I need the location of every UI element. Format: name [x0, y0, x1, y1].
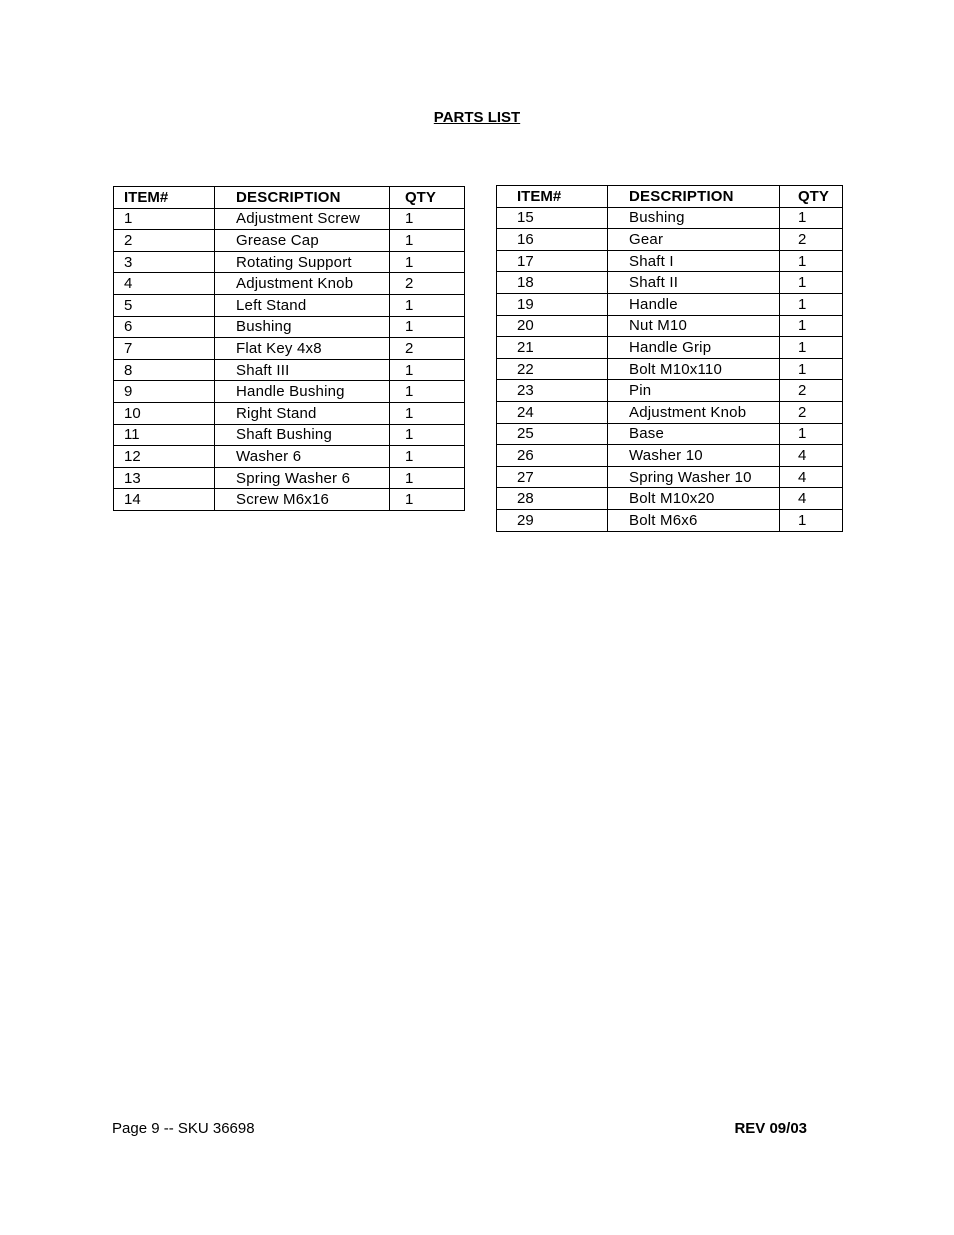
- item-cell: 29: [497, 509, 608, 531]
- item-cell: 22: [497, 358, 608, 380]
- table-header-row: [497, 186, 843, 208]
- qty-cell: 1: [390, 446, 465, 468]
- description-cell: Shaft I: [608, 250, 780, 272]
- qty-cell: 1: [390, 402, 465, 424]
- table-row: [114, 489, 465, 511]
- item-cell: 17: [497, 250, 608, 272]
- parts-table-right: [496, 185, 843, 532]
- description-cell: Flat Key 4x8: [215, 338, 390, 360]
- qty-cell: 4: [780, 466, 843, 488]
- item-cell: 10: [114, 402, 215, 424]
- description-cell: Left Stand: [215, 294, 390, 316]
- qty-cell: 1: [390, 208, 465, 230]
- table-row: [114, 294, 465, 316]
- qty-cell: 1: [390, 251, 465, 273]
- qty-cell: 1: [390, 359, 465, 381]
- description-cell: Handle Grip: [608, 337, 780, 359]
- description-cell: Shaft III: [215, 359, 390, 381]
- table-row: [497, 337, 843, 359]
- table-row: [114, 251, 465, 273]
- description-cell: Screw M6x16: [215, 489, 390, 511]
- table-row: [497, 229, 843, 251]
- qty-cell: 1: [390, 489, 465, 511]
- table-body: [114, 208, 465, 510]
- item-cell: 2: [114, 230, 215, 252]
- item-cell: 18: [497, 272, 608, 294]
- description-cell: Washer 6: [215, 446, 390, 468]
- item-cell: 9: [114, 381, 215, 403]
- description-cell: Pin: [608, 380, 780, 402]
- table-row: [497, 207, 843, 229]
- description-cell: Bolt M10x20: [608, 488, 780, 510]
- qty-cell: 1: [390, 316, 465, 338]
- item-cell: 1: [114, 208, 215, 230]
- description-cell: Bolt M10x110: [608, 358, 780, 380]
- description-cell: Washer 10: [608, 445, 780, 467]
- table-row: [114, 208, 465, 230]
- qty-cell: 1: [780, 293, 843, 315]
- item-cell: 27: [497, 466, 608, 488]
- qty-cell: 2: [390, 273, 465, 295]
- page-footer-sku: Page 9 -- SKU 36698: [112, 1120, 255, 1137]
- table-row: [497, 423, 843, 445]
- table-row: [114, 230, 465, 252]
- item-cell: 8: [114, 359, 215, 381]
- qty-cell: 2: [780, 401, 843, 423]
- qty-cell: 1: [390, 381, 465, 403]
- page-footer-revision: REV 09/03: [734, 1120, 807, 1137]
- table-row: [114, 273, 465, 295]
- table-row: [497, 466, 843, 488]
- table-header-row: [114, 187, 465, 209]
- parts-table-left: [113, 186, 465, 511]
- page-title: PARTS LIST: [433, 109, 521, 126]
- item-cell: 19: [497, 293, 608, 315]
- qty-cell: 4: [780, 445, 843, 467]
- description-cell: Spring Washer 6: [215, 467, 390, 489]
- item-cell: 3: [114, 251, 215, 273]
- qty-cell: 1: [390, 230, 465, 252]
- qty-cell: 4: [780, 488, 843, 510]
- qty-cell: 1: [780, 250, 843, 272]
- table-row: [114, 467, 465, 489]
- item-cell: 4: [114, 273, 215, 295]
- table-row: [114, 446, 465, 468]
- qty-cell: 2: [780, 229, 843, 251]
- description-cell: Shaft II: [608, 272, 780, 294]
- item-cell: 6: [114, 316, 215, 338]
- item-cell: 12: [114, 446, 215, 468]
- qty-cell: 1: [780, 423, 843, 445]
- table-row: [114, 402, 465, 424]
- item-cell: 13: [114, 467, 215, 489]
- item-cell: 11: [114, 424, 215, 446]
- description-cell: Adjustment Knob: [608, 401, 780, 423]
- table-row: [497, 293, 843, 315]
- qty-cell: 1: [780, 315, 843, 337]
- description-cell: Bushing: [215, 316, 390, 338]
- table-row: [497, 250, 843, 272]
- table-row: [114, 359, 465, 381]
- qty-cell: 1: [390, 467, 465, 489]
- description-cell: Right Stand: [215, 402, 390, 424]
- item-cell: 16: [497, 229, 608, 251]
- qty-cell: 1: [780, 358, 843, 380]
- header-item: ITEM#: [497, 186, 608, 208]
- description-cell: Nut M10: [608, 315, 780, 337]
- item-cell: 15: [497, 207, 608, 229]
- table-row: [114, 424, 465, 446]
- qty-cell: 1: [780, 337, 843, 359]
- table-row: [114, 316, 465, 338]
- header-qty: QTY: [390, 187, 465, 209]
- qty-cell: 1: [780, 207, 843, 229]
- header-description: DESCRIPTION: [608, 186, 780, 208]
- table-row: [497, 315, 843, 337]
- table-row: [497, 358, 843, 380]
- table-row: [497, 401, 843, 423]
- header-item: ITEM#: [114, 187, 215, 209]
- table-row: [497, 488, 843, 510]
- item-cell: 25: [497, 423, 608, 445]
- description-cell: Adjustment Screw: [215, 208, 390, 230]
- table-row: [497, 380, 843, 402]
- description-cell: Grease Cap: [215, 230, 390, 252]
- table-row: [114, 381, 465, 403]
- item-cell: 24: [497, 401, 608, 423]
- item-cell: 14: [114, 489, 215, 511]
- description-cell: Gear: [608, 229, 780, 251]
- item-cell: 5: [114, 294, 215, 316]
- qty-cell: 1: [390, 294, 465, 316]
- qty-cell: 1: [390, 424, 465, 446]
- item-cell: 7: [114, 338, 215, 360]
- description-cell: Handle: [608, 293, 780, 315]
- qty-cell: 2: [390, 338, 465, 360]
- qty-cell: 1: [780, 509, 843, 531]
- table-row: [497, 272, 843, 294]
- qty-cell: 2: [780, 380, 843, 402]
- table-row: [497, 509, 843, 531]
- description-cell: Bolt M6x6: [608, 509, 780, 531]
- description-cell: Handle Bushing: [215, 381, 390, 403]
- description-cell: Spring Washer 10: [608, 466, 780, 488]
- header-description: DESCRIPTION: [215, 187, 390, 209]
- description-cell: Shaft Bushing: [215, 424, 390, 446]
- description-cell: Bushing: [608, 207, 780, 229]
- description-cell: Rotating Support: [215, 251, 390, 273]
- item-cell: 28: [497, 488, 608, 510]
- header-qty: QTY: [780, 186, 843, 208]
- item-cell: 21: [497, 337, 608, 359]
- table-row: [114, 338, 465, 360]
- table-body: [497, 207, 843, 531]
- item-cell: 23: [497, 380, 608, 402]
- table-row: [497, 445, 843, 467]
- description-cell: Base: [608, 423, 780, 445]
- item-cell: 26: [497, 445, 608, 467]
- description-cell: Adjustment Knob: [215, 273, 390, 295]
- item-cell: 20: [497, 315, 608, 337]
- qty-cell: 1: [780, 272, 843, 294]
